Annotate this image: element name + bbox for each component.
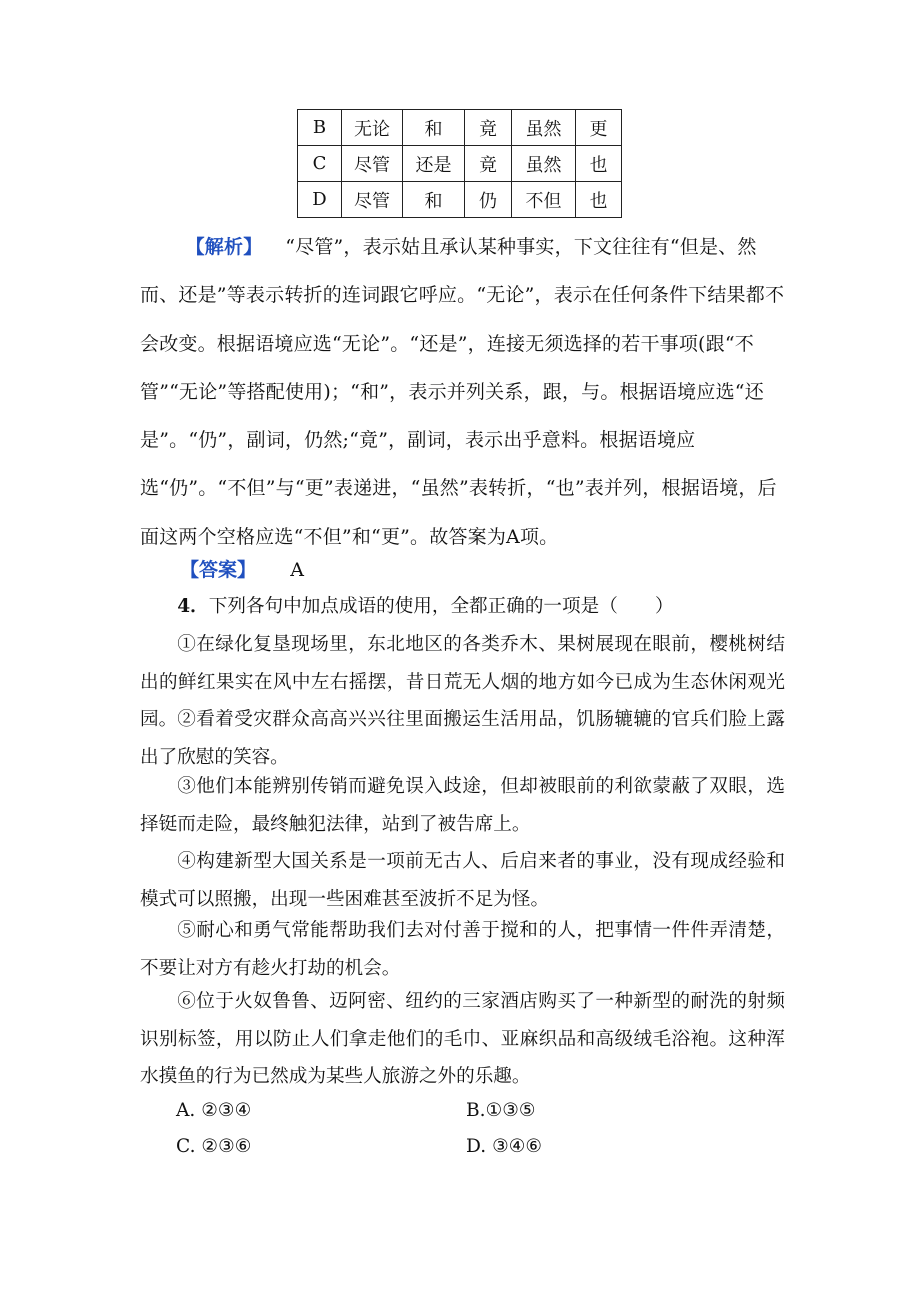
answer-tag: 【答案】	[180, 559, 257, 581]
option-cell: 还是	[403, 146, 465, 182]
question-number: 4．	[177, 596, 209, 617]
answer-line	[180, 555, 825, 585]
option-table	[297, 109, 622, 218]
choice-b[interactable]: B.①③⑤	[466, 1100, 536, 1121]
sentence-2: ②看着受灾群众高高兴兴往里面搬运生活用品，饥肠辘辘的官兵们脸上露出了欣慰的笑容。	[140, 709, 785, 768]
question-stem: 下列各句中加点成语的使用，全都正确的一项是（ ）	[208, 596, 674, 617]
option-cell: C	[298, 146, 342, 182]
analysis-tag: 【解析】	[185, 236, 263, 258]
choice-d[interactable]: D. ③④⑥	[466, 1136, 543, 1157]
option-row	[298, 110, 622, 146]
choice-a[interactable]: A. ②③④	[176, 1100, 252, 1121]
option-cell: 竟	[465, 146, 512, 182]
sentence-4: ④构建新型大国关系是一项前无古人、后启来者的事业，没有现成经验和模式可以照搬，出现一些困难甚至波折不足为怪。	[140, 851, 785, 910]
option-cell: 尽管	[342, 146, 403, 182]
analysis-text: “尽管”，表示姑且承认某种事实，下文往往有“但是、然而、还是”等表示转折的连词跟它呼应。“无论”，表示在任何条件下结果都不会改变。根据语境应选“无论”。“还是”，连接无须选择的若干事项(跟“不管”“无论”等搭配使用)；“和”，表示并列关系，跟，与。根据语境应选“还是”。“仍”，副词，仍然;“竟”，副词，表示出乎意料。根据语境应选“仍”。“不但”与“更”表递进，“虽然”表转折，“也”表并列，根据语境，后面这两个空格应选“不但”和“更”。故答案为A项。	[140, 236, 785, 548]
option-cell: 虽然	[512, 110, 576, 146]
option-row	[298, 182, 622, 218]
option-cell: B	[298, 110, 342, 146]
option-cell: 不但	[512, 182, 576, 218]
option-cell: 虽然	[512, 146, 576, 182]
sentence-5: ⑤耐心和勇气常能帮助我们去对付善于搅和的人，把事情一件件弄清楚，不要让对方有趁火打劫的机会。	[140, 920, 785, 979]
option-cell: 无论	[342, 110, 403, 146]
sentence-3: ③他们本能辨别传销而避免误入歧途，但却被眼前的利欲蒙蔽了双眼，选择铤而走险，最终触犯法律，站到了被告席上。	[140, 776, 785, 835]
answer-value: A	[290, 559, 304, 581]
analysis-paragraph	[140, 223, 785, 561]
option-cell: 竟	[465, 110, 512, 146]
option-cell: 更	[576, 110, 622, 146]
option-cell: 和	[403, 110, 465, 146]
option-cell: 也	[576, 182, 622, 218]
option-cell: 仍	[465, 182, 512, 218]
option-cell: 尽管	[342, 182, 403, 218]
option-cell: 和	[403, 182, 465, 218]
sentence-6: ⑥位于火奴鲁鲁、迈阿密、纽约的三家酒店购买了一种新型的耐洗的射频识别标签，用以防止人们拿走他们的毛巾、亚麻织品和高级绒毛浴袍。这种浑水摸鱼的行为已然成为某些人旅游之外的乐趣。	[140, 991, 785, 1088]
sentence-1: ①在绿化复垦现场里，东北地区的各类乔木、果树展现在眼前，樱桃树结出的鲜红果实在风中左右摇摆，昔日荒无人烟的地方如今已成为生态休闲观光园。	[140, 634, 785, 731]
choice-c[interactable]: C. ②③⑥	[176, 1136, 252, 1157]
option-cell: 也	[576, 146, 622, 182]
question-4-stem	[140, 588, 785, 626]
option-row	[298, 146, 622, 182]
option-cell: D	[298, 182, 342, 218]
